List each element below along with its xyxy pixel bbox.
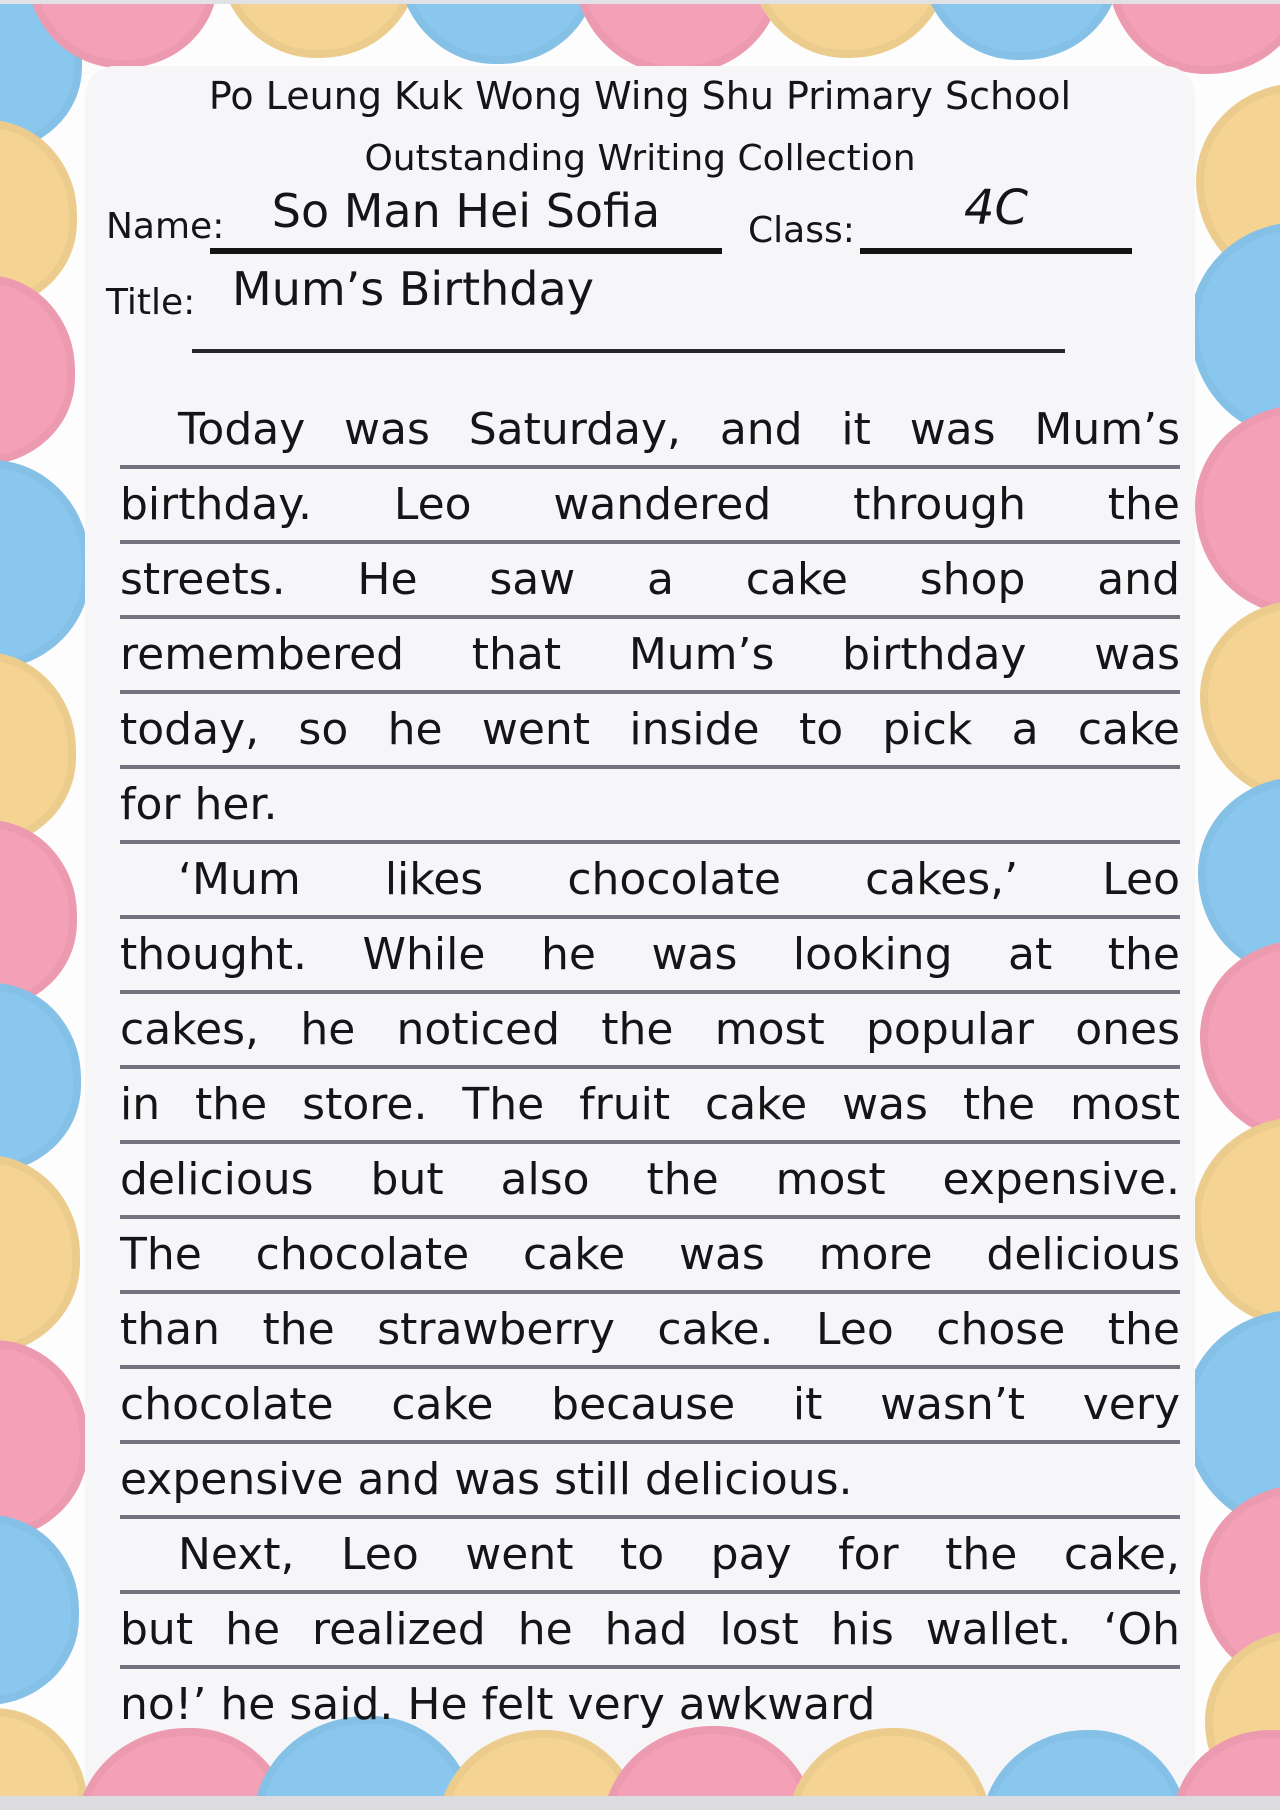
essay-line: Today was Saturday, and it was Mum’s [120, 394, 1180, 469]
essay-line: in the store. The fruit cake was the most [120, 1069, 1180, 1144]
photo-edge-bottom [0, 1796, 1280, 1810]
class-label: Class: [748, 210, 855, 251]
essay-line: The chocolate cake was more delicious [120, 1219, 1180, 1294]
essay-line: birthday. Leo wandered through the [120, 469, 1180, 544]
essay-lines [120, 394, 1180, 1744]
essay-title: Mum’s Birthday [232, 262, 594, 316]
essay-line: Next, Leo went to pay for the cake, [120, 1519, 1180, 1594]
class-underline [860, 248, 1132, 254]
name-value: So Man Hei Sofia [271, 184, 661, 238]
essay-line: but he realized he had lost his wallet. ‘Oh [120, 1594, 1180, 1669]
class-value: 4C [963, 180, 1029, 236]
essay-line: remembered that Mum’s birthday was [120, 619, 1180, 694]
title-underline [192, 349, 1065, 353]
school-name: Po Leung Kuk Wong Wing Shu Primary School [208, 74, 1072, 118]
essay-line: ‘Mum likes chocolate cakes,’ Leo [120, 844, 1180, 919]
essay-line: thought. While he was looking at the [120, 919, 1180, 994]
collection-title: Outstanding Writing Collection [364, 138, 916, 179]
essay-line: for her. [120, 769, 1180, 844]
title-label: Title: [106, 282, 196, 323]
name-underline [210, 248, 722, 254]
essay-line: today, so he went inside to pick a cake [120, 694, 1180, 769]
essay-line: than the strawberry cake. Leo chose the [120, 1294, 1180, 1369]
essay-line: no!’ he said. He felt very awkward [120, 1679, 876, 1730]
name-label: Name: [106, 206, 225, 247]
essay-line: delicious but also the most expensive. [120, 1144, 1180, 1219]
photo-edge-top [0, 0, 1280, 4]
essay-line: cakes, he noticed the most popular ones [120, 994, 1180, 1069]
essay-line: expensive and was still delicious. [120, 1444, 1180, 1519]
essay-line: streets. He saw a cake shop and [120, 544, 1180, 619]
essay-line: chocolate cake because it wasn’t very [120, 1369, 1180, 1444]
